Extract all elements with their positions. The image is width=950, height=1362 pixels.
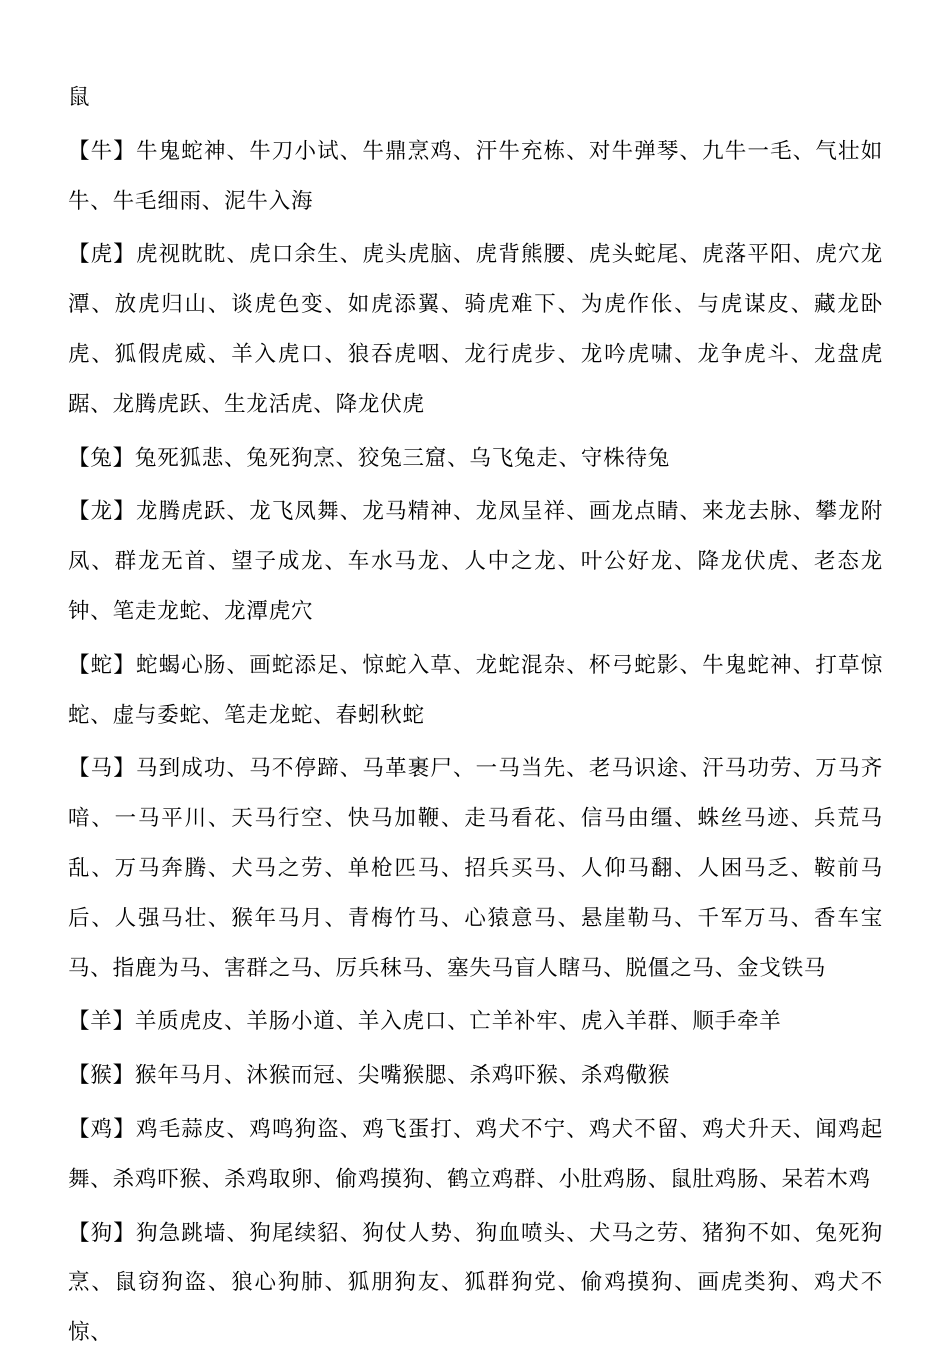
animal-heading: 【羊】	[68, 1009, 135, 1035]
animal-heading: 【蛇】	[68, 652, 136, 678]
section-snake	[68, 641, 883, 741]
document-page	[68, 73, 883, 1362]
idiom-list: 兔死狐悲、兔死狗烹、狡兔三窟、乌飞兔走、守株待兔	[134, 445, 671, 471]
section-rabbit	[68, 434, 883, 484]
idiom-list: 鸡毛蒜皮、鸡鸣狗盗、鸡飞蛋打、鸡犬不宁、鸡犬不留、鸡犬升天、闻鸡起舞、杀鸡吓猴、杀鸡取卵、偷鸡摸狗、鹤立鸡群、小肚鸡肠、鼠肚鸡肠、呆若木鸡	[68, 1116, 883, 1192]
idiom-list: 牛鬼蛇神、牛刀小试、牛鼎烹鸡、汗牛充栋、对牛弹琴、九牛一毛、气壮如牛、牛毛细雨、泥牛入海	[68, 138, 883, 214]
section-dog	[68, 1209, 883, 1358]
idiom-list: 龙腾虎跃、龙飞凤舞、龙马精神、龙凤呈祥、画龙点睛、来龙去脉、攀龙附凤、群龙无首、望子成龙、车水马龙、人中之龙、叶公好龙、降龙伏虎、老态龙钟、笔走龙蛇、龙潭虎穴	[68, 499, 883, 624]
animal-heading: 【兔】	[68, 445, 135, 471]
section-goat	[68, 997, 883, 1047]
animal-heading: 【龙】	[68, 499, 136, 525]
idiom-list: 蛇蝎心肠、画蛇添足、惊蛇入草、龙蛇混杂、杯弓蛇影、牛鬼蛇神、打草惊蛇、虚与委蛇、笔走龙蛇、春蚓秋蛇	[68, 652, 883, 728]
idiom-list: 狗急跳墙、狗尾续貂、狗仗人势、狗血喷头、犬马之劳、猪狗不如、兔死狗烹、鼠窃狗盗、狼心狗肺、狐朋狗友、狐群狗党、偷鸡摸狗、画虎类狗、鸡犬不惊、	[68, 1220, 883, 1346]
section-dragon	[68, 487, 883, 636]
animal-heading: 【马】	[68, 756, 136, 782]
section-rooster	[68, 1105, 883, 1205]
animal-heading: 【虎】	[68, 242, 136, 268]
section-horse	[68, 744, 883, 993]
fragment-line	[68, 73, 883, 123]
section-monkey	[68, 1051, 883, 1101]
fragment-text: 鼠	[68, 85, 91, 110]
idiom-list: 羊质虎皮、羊肠小道、羊入虎口、亡羊补牢、虎入羊群、顺手牵羊	[134, 1009, 782, 1035]
idiom-list: 马到成功、马不停蹄、马革裹尸、一马当先、老马识途、汗马功劳、万马齐喑、一马平川、天马行空、快马加鞭、走马看花、信马由缰、蛛丝马迹、兵荒马乱、万马奔腾、犬马之劳、单枪匹马、招兵买马、人仰马翻、人困马乏、鞍前马后、人强马壮、猴年马月、青梅竹马、心猿意马、悬崖勒马、千军万马、香车宝马、指鹿为马、害群之马、厉兵秣马、塞失马盲人瞎马、脱僵之马、金戈铁马	[68, 756, 883, 981]
section-tiger	[68, 230, 883, 429]
idiom-list: 虎视眈眈、虎口余生、虎头虎脑、虎背熊腰、虎头蛇尾、虎落平阳、虎穴龙潭、放虎归山、谈虎色变、如虎添翼、骑虎难下、为虎作伥、与虎谋皮、藏龙卧虎、狐假虎威、羊入虎口、狼吞虎咽、龙行虎步、龙吟虎啸、龙争虎斗、龙盘虎踞、龙腾虎跃、生龙活虎、降龙伏虎	[68, 242, 883, 417]
animal-heading: 【鸡】	[68, 1116, 136, 1142]
animal-heading: 【牛】	[68, 138, 136, 164]
animal-heading: 【狗】	[68, 1220, 136, 1246]
section-ox	[68, 127, 883, 227]
animal-heading: 【猴】	[68, 1063, 135, 1089]
idiom-list: 猴年马月、沐猴而冠、尖嘴猴腮、杀鸡吓猴、杀鸡儆猴	[134, 1063, 671, 1089]
